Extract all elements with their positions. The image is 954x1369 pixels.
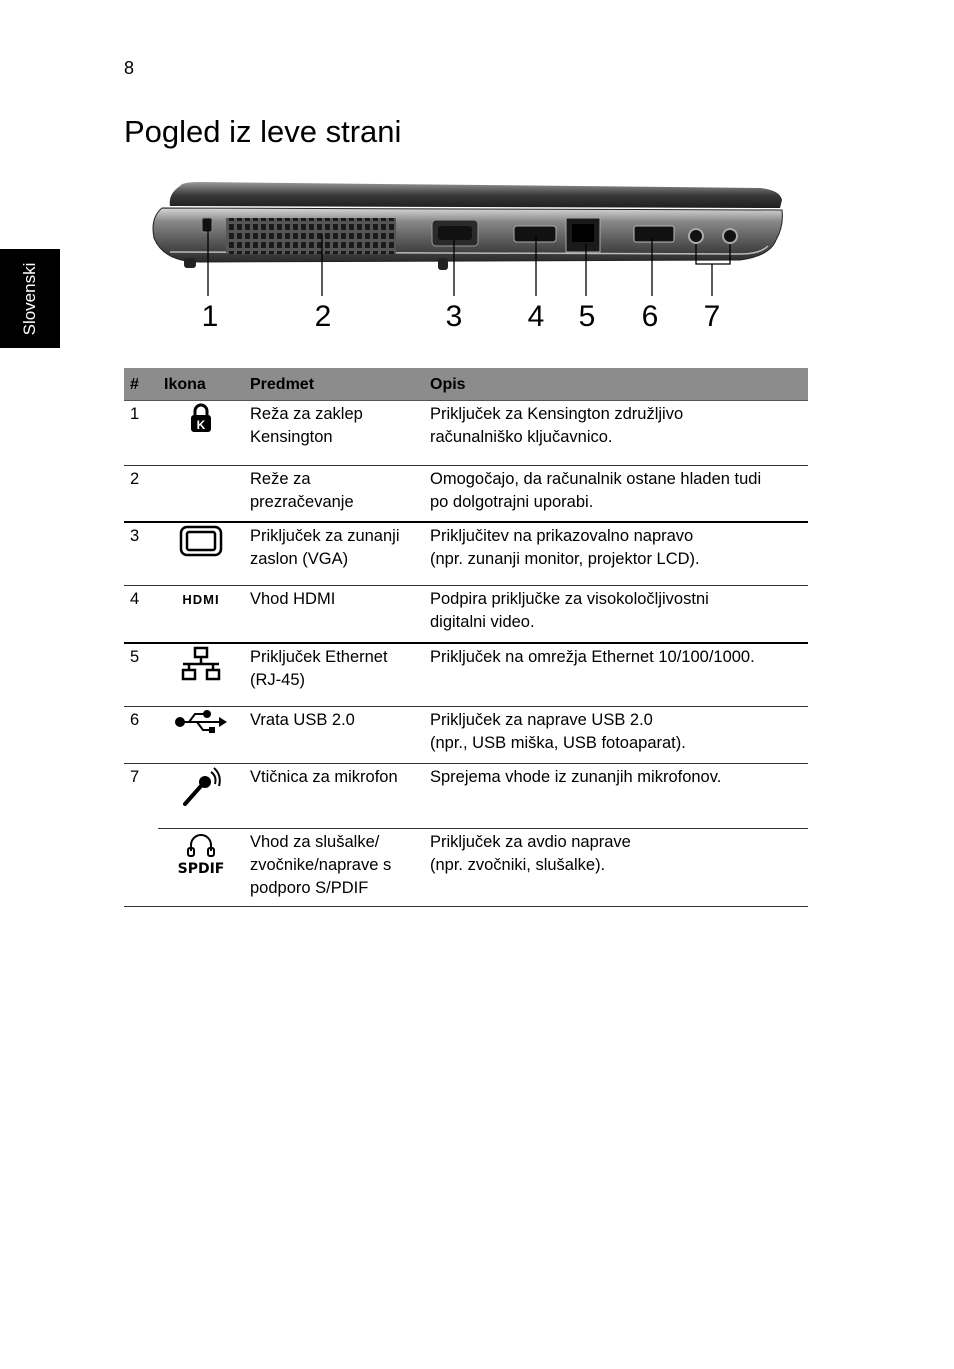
row-number: 2 <box>124 466 158 523</box>
laptop-lid <box>170 182 782 208</box>
table-row <box>124 707 808 764</box>
row-description: Priključek na omrežja Ethernet 10/100/1000. <box>424 643 808 707</box>
kensington-lock-icon <box>189 403 213 433</box>
header-description: Opis <box>424 368 808 401</box>
row-number: 7 <box>130 768 140 786</box>
row-description: Priključitev na prikazovalno napravo (npr. zunanji monitor, projektor LCD). <box>424 522 808 586</box>
row-item: Vtičnica za mikrofon <box>244 764 424 829</box>
svg-text:K: K <box>196 418 206 432</box>
row-number: 6 <box>124 707 158 764</box>
callout-2: 2 <box>314 300 332 333</box>
microphone-jack <box>689 229 703 243</box>
laptop-foot <box>184 258 196 268</box>
row-number <box>124 829 158 907</box>
usb-port <box>634 226 674 242</box>
callout-7: 7 <box>703 300 721 333</box>
row-description: Priključek za Kensington združljivo računalniško ključavnico. <box>424 401 808 466</box>
row-number: 4 <box>124 586 158 644</box>
row-item: Reže za prezračevanje <box>244 466 424 523</box>
vga-monitor-icon <box>179 525 223 557</box>
table-row <box>124 829 808 907</box>
table-row <box>124 466 808 523</box>
row-item: Reža za zaklep Kensington <box>244 401 424 466</box>
row-description: Priključek za naprave USB 2.0 (npr., USB miška, USB fotoaparat). <box>424 707 808 764</box>
row-description: Podpira priključke za visokoločljivostni digitalni video. <box>424 586 808 644</box>
row-item: Vrata USB 2.0 <box>244 707 424 764</box>
row-number: 3 <box>124 522 158 586</box>
headphone-jack <box>723 229 737 243</box>
spdif-label: SPDIF <box>177 861 225 877</box>
page-number: 8 <box>124 58 135 78</box>
row-item: Priključek za zunanji zaslon (VGA) <box>244 522 424 586</box>
row-item: Priključek Ethernet (RJ-45) <box>244 643 424 707</box>
hdmi-icon <box>173 588 229 610</box>
header-icon: Ikona <box>158 368 244 401</box>
table-row <box>124 522 808 586</box>
row-number: 1 <box>124 401 158 466</box>
svg-text:HDMI: HDMI <box>182 592 220 607</box>
table-row <box>124 643 808 707</box>
callout-4: 4 <box>527 300 545 333</box>
table-header-row <box>124 368 808 401</box>
microphone-icon <box>179 766 223 808</box>
ventilation-slots <box>226 218 396 254</box>
laptop-left-side-diagram <box>140 178 800 338</box>
row-item: Vhod HDMI <box>244 586 424 644</box>
language-side-tab <box>0 249 60 348</box>
header-item: Predmet <box>244 368 424 401</box>
header-number: # <box>124 368 158 401</box>
callout-3: 3 <box>445 300 463 333</box>
table-row <box>124 764 808 829</box>
headphone-spdif-icon <box>173 831 229 877</box>
ethernet-network-icon <box>179 646 223 682</box>
callout-6: 6 <box>641 300 659 333</box>
callout-5: 5 <box>578 300 596 333</box>
side-tab-label: Slovenski <box>20 262 39 336</box>
ports-table <box>124 368 808 907</box>
kensington-slot <box>202 218 212 232</box>
row-description: Omogočajo, da računalnik ostane hladen tudi po dolgotrajni uporabi. <box>424 466 808 523</box>
row-description: Priključek za avdio naprave (npr. zvočniki, slušalke). <box>424 829 808 907</box>
laptop-foot <box>438 258 448 270</box>
table-row <box>124 401 808 466</box>
row-number: 5 <box>124 643 158 707</box>
row-description: Sprejema vhode iz zunanjih mikrofonov. <box>424 764 808 829</box>
usb-icon <box>175 709 227 735</box>
row-item: Vhod za slušalke/ zvočnike/naprave s podporo S/PDIF <box>244 829 424 907</box>
callout-1: 1 <box>201 300 219 333</box>
hdmi-port <box>514 226 556 242</box>
table-row <box>124 586 808 644</box>
page-title: Pogled iz leve strani <box>124 114 402 149</box>
